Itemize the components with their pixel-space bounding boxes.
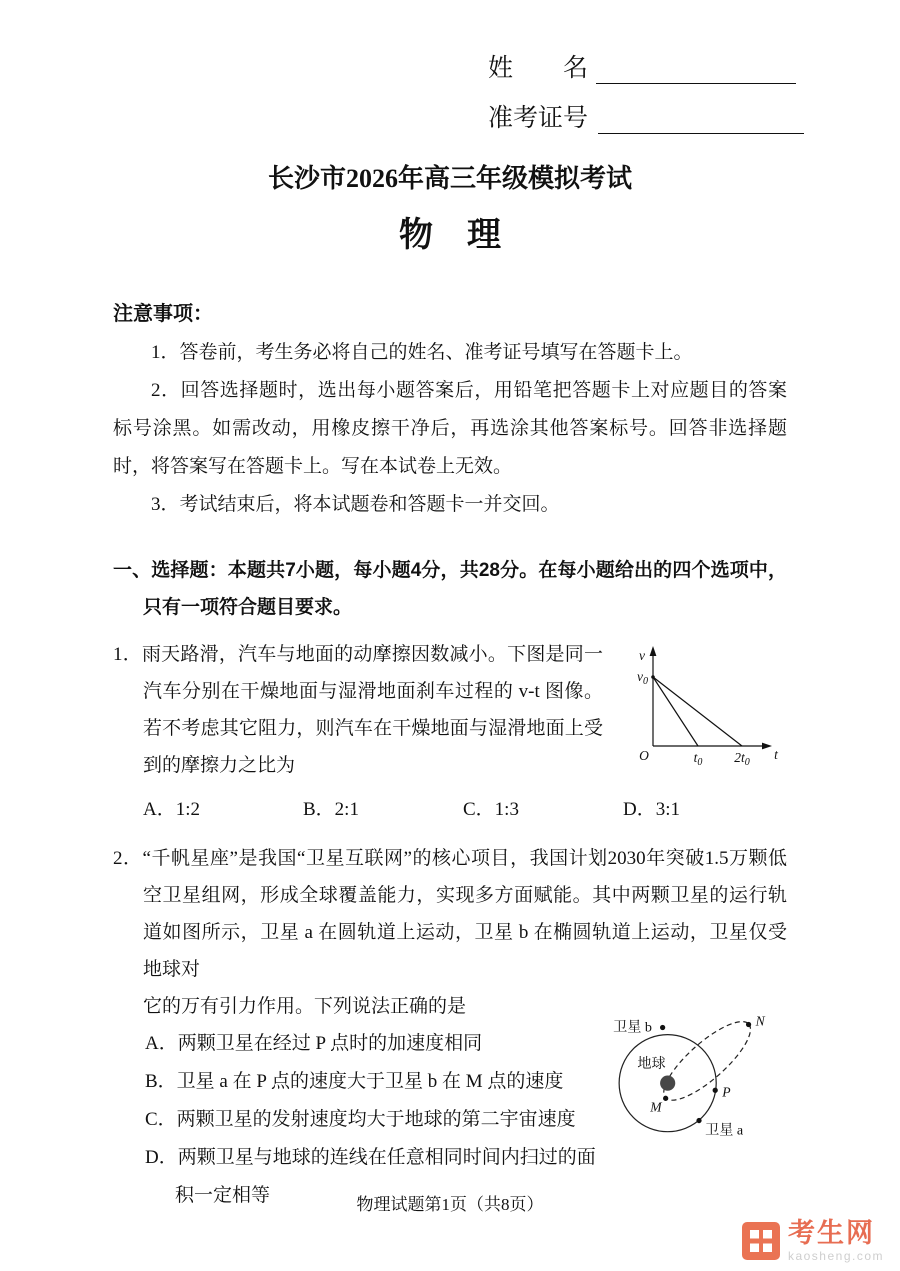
- q2-option-b: B．卫星 a 在 P 点的速度大于卫星 b 在 M 点的速度: [145, 1071, 564, 1092]
- subject-title: 物 理: [399, 217, 501, 254]
- v0-label: $v_0$: [637, 669, 648, 687]
- notice-item-1: 1．答卷前，考生务必将自己的姓名、准考证号填写在答题卡上。: [151, 342, 693, 363]
- q2-orbit-diagram-figure: [607, 994, 787, 1146]
- q1-vt-graph-figure: [615, 640, 787, 768]
- point-n-label: N: [755, 1013, 765, 1029]
- satellite-b-label: 卫星 b: [613, 1019, 652, 1036]
- q2-option-d: D．两颗卫星与地球的连线在任意相同时间内扫过的面积一定相等: [145, 1147, 596, 1206]
- question-1-text: 1．雨天路滑，汽车与地面的动摩擦因数减小。下图是同一汽车分别在干燥地面与湿滑地面刹车过程的 v-t 图像。若不考虑其它阻力，则汽车在干燥地面与湿滑地面上受到的摩擦力之比为: [113, 644, 603, 776]
- ticket-blank-line: [598, 101, 804, 134]
- section-1-heading: 一、选择题：本题共7小题，每小题4分，共28分。在每小题给出的四个选项中，只有一项符合题目要求。: [113, 560, 787, 618]
- point-p-label: P: [722, 1084, 731, 1100]
- notice-item-2: 2．回答选择题时，选出每小题答案后，用铅笔把答题卡上对应题目的答案标号涂黑。如需改动，用橡皮擦干净后，再选涂其他答案标号。回答非选择题时，将答案写在答题卡上。写在本试卷上无效。: [113, 380, 787, 477]
- question-2-bottom: [113, 988, 787, 1215]
- question-2: [113, 840, 787, 1215]
- q1-option-d: D．3:1: [623, 799, 681, 820]
- 2t0-label: $2t_0$: [734, 750, 750, 768]
- kaosheng-watermark: [742, 1219, 884, 1263]
- point-m-label: M: [650, 1099, 662, 1115]
- v-axis-arrow-icon: [650, 646, 657, 656]
- wet-road-braking-line: [653, 677, 742, 746]
- origin-label: O: [639, 748, 649, 763]
- satellite-a-label: 卫星 a: [705, 1122, 744, 1139]
- ticket-label: 准考证号: [488, 105, 589, 132]
- exam-title: 长沙市2026年高三年级模拟考试: [267, 164, 632, 193]
- header-fields: [488, 0, 900, 134]
- brand-name: 考生网: [787, 1218, 875, 1249]
- satellite-orbit-diagram: [607, 994, 787, 1146]
- question-2-text-top: 2．“千帆星座”是我国“卫星互联网”的核心项目，我国计划2030年突破1.5万颗低空卫星组网，形成全球覆盖能力，实现多方面赋能。其中两颗卫星的运行轨道如图所示，卫星 a 在圆轨道上运动，卫星 b 在椭圆轨道上运动，卫星仅受地球对: [113, 848, 787, 980]
- brand-domain: kaosheng.com: [787, 1249, 884, 1263]
- q1-option-a: A．1:2: [143, 799, 201, 820]
- notice-heading: 注意事项：: [113, 303, 213, 325]
- brand-text: [788, 1219, 884, 1263]
- name-field-row: [488, 34, 900, 84]
- q1-option-b: B．2:1: [303, 799, 359, 820]
- page-footer: 物理试题第1页（共8页）: [356, 1195, 544, 1214]
- satellite-b-dot: [660, 1025, 665, 1030]
- q2-option-c: C．两颗卫星的发射速度均大于地球的第二宇宙速度: [145, 1109, 576, 1130]
- earth-label: 地球: [637, 1055, 666, 1072]
- kaosheng-logo-icon: [742, 1222, 780, 1260]
- t-axis-label: t: [774, 747, 778, 762]
- question-1: [113, 636, 787, 830]
- notice-item-3: 3．考试结束后，将本试题卷和答题卡一并交回。: [151, 494, 560, 515]
- v0-point: [651, 675, 655, 679]
- dry-road-braking-line: [653, 677, 698, 746]
- question-2-text-bottom: 它的万有引力作用。下列说法正确的是: [143, 996, 467, 1017]
- q1-option-c: C．1:3: [463, 799, 519, 820]
- t-axis-arrow-icon: [762, 743, 772, 750]
- point-p-dot: [713, 1088, 718, 1093]
- earth-dot: [660, 1076, 675, 1091]
- question-1-options: [113, 790, 787, 830]
- v-axis-label: v: [639, 648, 645, 663]
- satellite-a-dot: [696, 1118, 701, 1123]
- t0-label: $t_0$: [693, 750, 703, 768]
- elliptical-orbit: [653, 1010, 760, 1111]
- point-n-dot: [746, 1022, 751, 1027]
- vt-graph: [615, 640, 787, 768]
- name-label: 姓 名: [488, 55, 589, 82]
- point-m-dot: [663, 1096, 668, 1101]
- ticket-field-row: [488, 84, 900, 134]
- q2-option-a: A．两颗卫星在经过 P 点时的加速度相同: [145, 1033, 483, 1054]
- notice-section: [113, 294, 787, 524]
- name-blank-line: [596, 51, 796, 84]
